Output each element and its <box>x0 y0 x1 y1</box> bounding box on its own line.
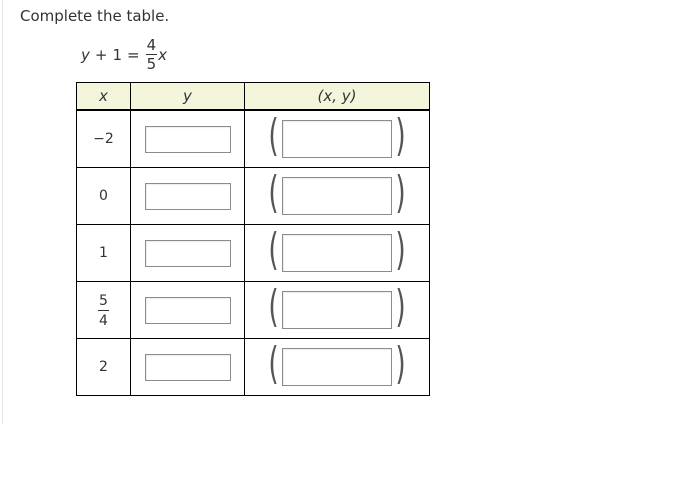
left-paren-icon: ( <box>268 281 279 332</box>
equation <box>81 36 167 74</box>
left-divider <box>2 0 3 424</box>
y-answer-input[interactable] <box>145 240 231 267</box>
header-y: y <box>131 83 245 111</box>
equation-plus: + <box>94 46 108 64</box>
values-table <box>76 82 430 396</box>
ordered-pair <box>265 167 409 221</box>
y-cell <box>131 168 245 225</box>
equation-one: 1 <box>112 46 123 64</box>
left-paren-icon: ( <box>268 167 279 218</box>
equation-fraction <box>146 38 158 72</box>
ordered-pair <box>265 110 409 164</box>
ordered-pair-answer-input[interactable] <box>282 177 392 215</box>
y-answer-input[interactable] <box>145 297 231 324</box>
x-value-cell: 0 <box>77 168 131 225</box>
right-paren-icon: ) <box>395 281 406 332</box>
pair-cell <box>245 110 430 168</box>
x-value-fraction <box>98 294 109 328</box>
left-paren-icon: ( <box>268 110 279 161</box>
table-row <box>77 110 430 168</box>
pair-cell <box>245 168 430 225</box>
ordered-pair <box>265 224 409 278</box>
ordered-pair-answer-input[interactable] <box>282 234 392 272</box>
y-answer-input[interactable] <box>145 126 231 153</box>
ordered-pair <box>265 338 409 392</box>
right-paren-icon: ) <box>395 224 406 275</box>
table-row <box>77 339 430 396</box>
table-row <box>77 282 430 339</box>
y-answer-input[interactable] <box>145 354 231 381</box>
x-fraction-numerator: 5 <box>99 292 108 309</box>
equation-y-var: y <box>81 46 90 64</box>
header-x: x <box>77 83 131 111</box>
pair-cell <box>245 339 430 396</box>
y-cell <box>131 110 245 168</box>
table-row <box>77 225 430 282</box>
x-value-cell: 1 <box>77 225 131 282</box>
right-paren-icon: ) <box>395 110 406 161</box>
equation-fraction-numerator: 4 <box>146 36 157 54</box>
y-answer-input[interactable] <box>145 183 231 210</box>
ordered-pair <box>265 281 409 335</box>
instruction-text: Complete the table. <box>20 7 170 25</box>
equation-x-var: x <box>158 46 168 64</box>
equation-fraction-denominator: 5 <box>146 55 157 73</box>
table-row <box>77 168 430 225</box>
equation-equals: = <box>127 46 140 64</box>
left-paren-icon: ( <box>268 224 279 275</box>
x-value-cell: −2 <box>77 110 131 168</box>
right-paren-icon: ) <box>395 167 406 218</box>
y-cell <box>131 225 245 282</box>
header-xy: (x, y) <box>245 83 430 111</box>
y-cell <box>131 282 245 339</box>
left-paren-icon: ( <box>268 338 279 389</box>
ordered-pair-answer-input[interactable] <box>282 348 392 386</box>
x-value-cell <box>77 282 131 339</box>
ordered-pair-answer-input[interactable] <box>282 120 392 158</box>
x-fraction-denominator: 4 <box>99 312 108 329</box>
x-value-cell: 2 <box>77 339 131 396</box>
y-cell <box>131 339 245 396</box>
pair-cell <box>245 282 430 339</box>
table-header-row <box>77 83 430 111</box>
ordered-pair-answer-input[interactable] <box>282 291 392 329</box>
right-paren-icon: ) <box>395 338 406 389</box>
pair-cell <box>245 225 430 282</box>
